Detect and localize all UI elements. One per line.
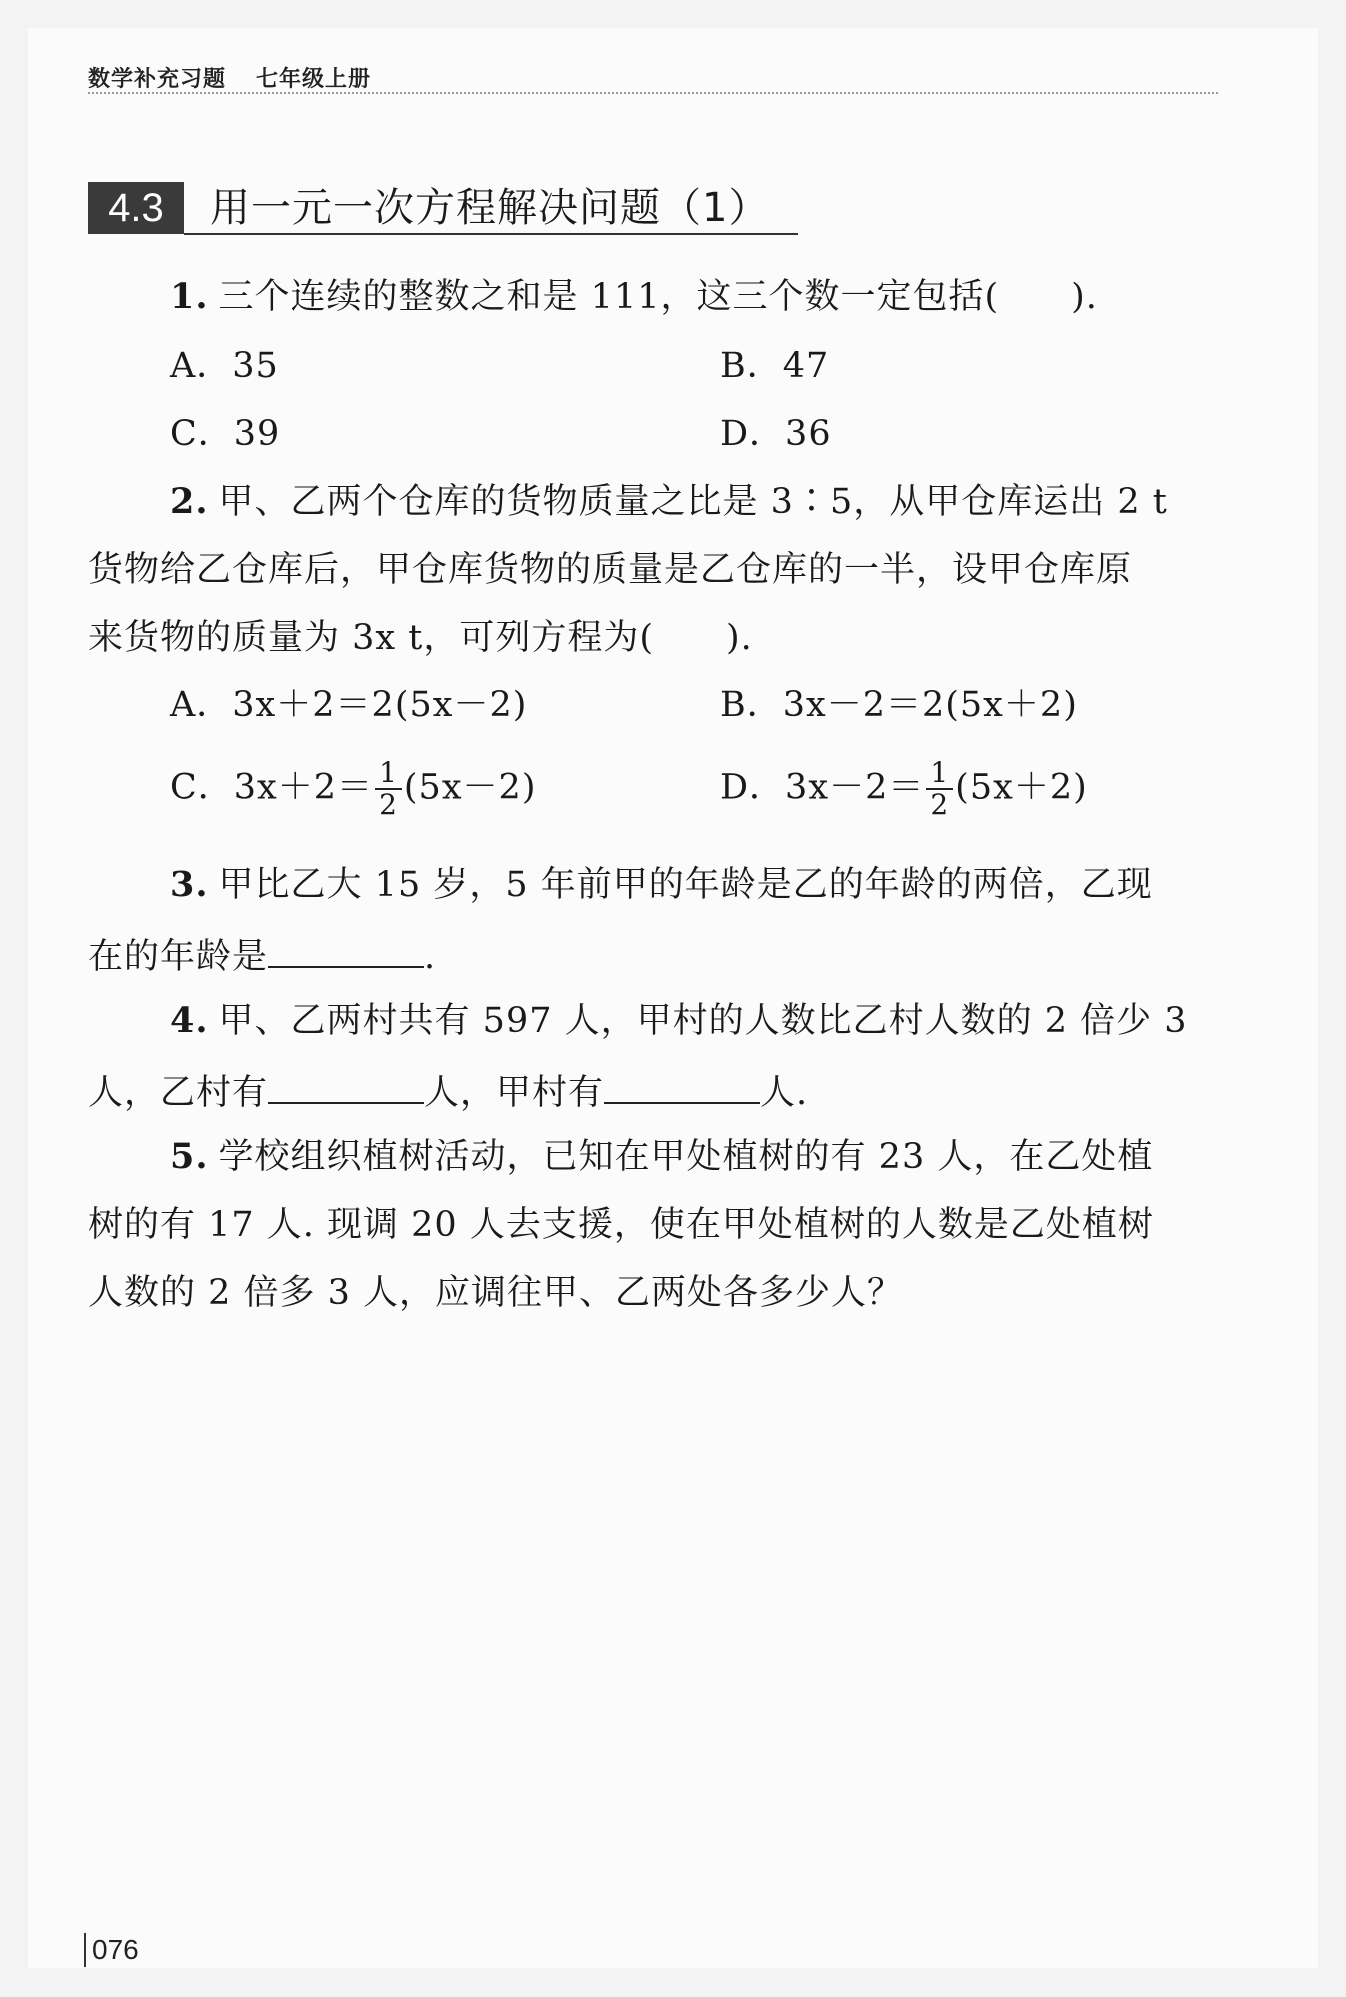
grade-label: 七年级上册 <box>256 67 372 92</box>
option-text: (5x－2) <box>403 767 537 808</box>
question-3-line-1 <box>170 860 1153 910</box>
option-text: C．3x＋2＝ <box>170 767 374 808</box>
question-4-line-1 <box>170 996 1188 1046</box>
q1-option-a: A．35 <box>170 346 279 386</box>
page-number: 076 <box>84 1933 139 1967</box>
fraction-one-half <box>926 758 953 820</box>
question-1 <box>170 272 1098 322</box>
question-number: 5. <box>170 1136 209 1177</box>
section-title: 用一元一次方程解决问题（1） <box>210 185 770 231</box>
question-text: 人，乙村有 <box>88 1073 269 1113</box>
option-text: D．3x－2＝ <box>720 767 925 808</box>
q2-option-d <box>720 758 1088 820</box>
option-text: (5x＋2) <box>955 767 1088 808</box>
question-text: 三个连续的整数之和是 111，这三个数一定包括( ). <box>218 277 1098 317</box>
question-2-line-1 <box>170 477 1168 527</box>
section-title-underline <box>184 233 798 235</box>
question-number: 4. <box>170 1000 209 1041</box>
fraction-numerator: 1 <box>375 758 402 790</box>
q2-option-c <box>170 758 536 820</box>
q2-option-b: B．3x－2＝2(5x＋2) <box>720 685 1078 725</box>
question-number: 3. <box>170 864 209 905</box>
question-5-line-2: 树的有 17 人. 现调 20 人去支援，使在甲处植树的人数是乙处植树 <box>88 1205 1154 1245</box>
answer-blank-village-a[interactable] <box>604 1064 760 1104</box>
q1-option-c: C．39 <box>170 414 281 454</box>
question-text: . <box>424 937 437 977</box>
running-head <box>88 62 401 93</box>
question-text: 学校组织植树活动，已知在甲处植树的有 23 人，在乙处植 <box>218 1137 1154 1177</box>
question-number: 1. <box>170 276 209 317</box>
question-4-line-2 <box>88 1064 808 1118</box>
question-text: 人. <box>760 1073 809 1113</box>
fraction-denominator: 2 <box>930 788 950 821</box>
question-2-line-3: 来货物的质量为 3x t，可列方程为( ). <box>88 618 753 658</box>
fraction-one-half <box>375 758 402 820</box>
q1-option-d: D．36 <box>720 414 832 454</box>
answer-blank[interactable] <box>268 928 424 968</box>
question-5-line-1 <box>170 1132 1153 1182</box>
question-text: 甲、乙两个仓库的货物质量之比是 3∶5，从甲仓库运出 2 t <box>218 482 1168 522</box>
question-text: 甲比乙大 15 岁，5 年前甲的年龄是乙的年龄的两倍，乙现 <box>218 865 1153 905</box>
question-3-line-2 <box>88 928 436 982</box>
question-text: 甲、乙两村共有 597 人，甲村的人数比乙村人数的 2 倍少 3 <box>218 1001 1188 1041</box>
section-number-badge: 4.3 <box>88 182 184 234</box>
question-5-line-3: 人数的 2 倍多 3 人，应调往甲、乙两处各多少人？ <box>88 1273 904 1313</box>
q1-option-b: B．47 <box>720 346 830 386</box>
question-text: 人，甲村有 <box>424 1073 605 1113</box>
q2-option-a: A．3x＋2＝2(5x－2) <box>170 685 528 725</box>
fraction-denominator: 2 <box>379 788 398 821</box>
book-title: 数学补充习题 <box>88 67 227 92</box>
question-text: 在的年龄是 <box>88 937 269 977</box>
header-dotted-rule <box>88 92 1218 94</box>
fraction-numerator: 1 <box>926 758 953 790</box>
question-number: 2. <box>170 481 209 522</box>
question-2-line-2: 货物给乙仓库后，甲仓库货物的质量是乙仓库的一半，设甲仓库原 <box>88 550 1133 590</box>
answer-blank-village-b[interactable] <box>268 1064 424 1104</box>
